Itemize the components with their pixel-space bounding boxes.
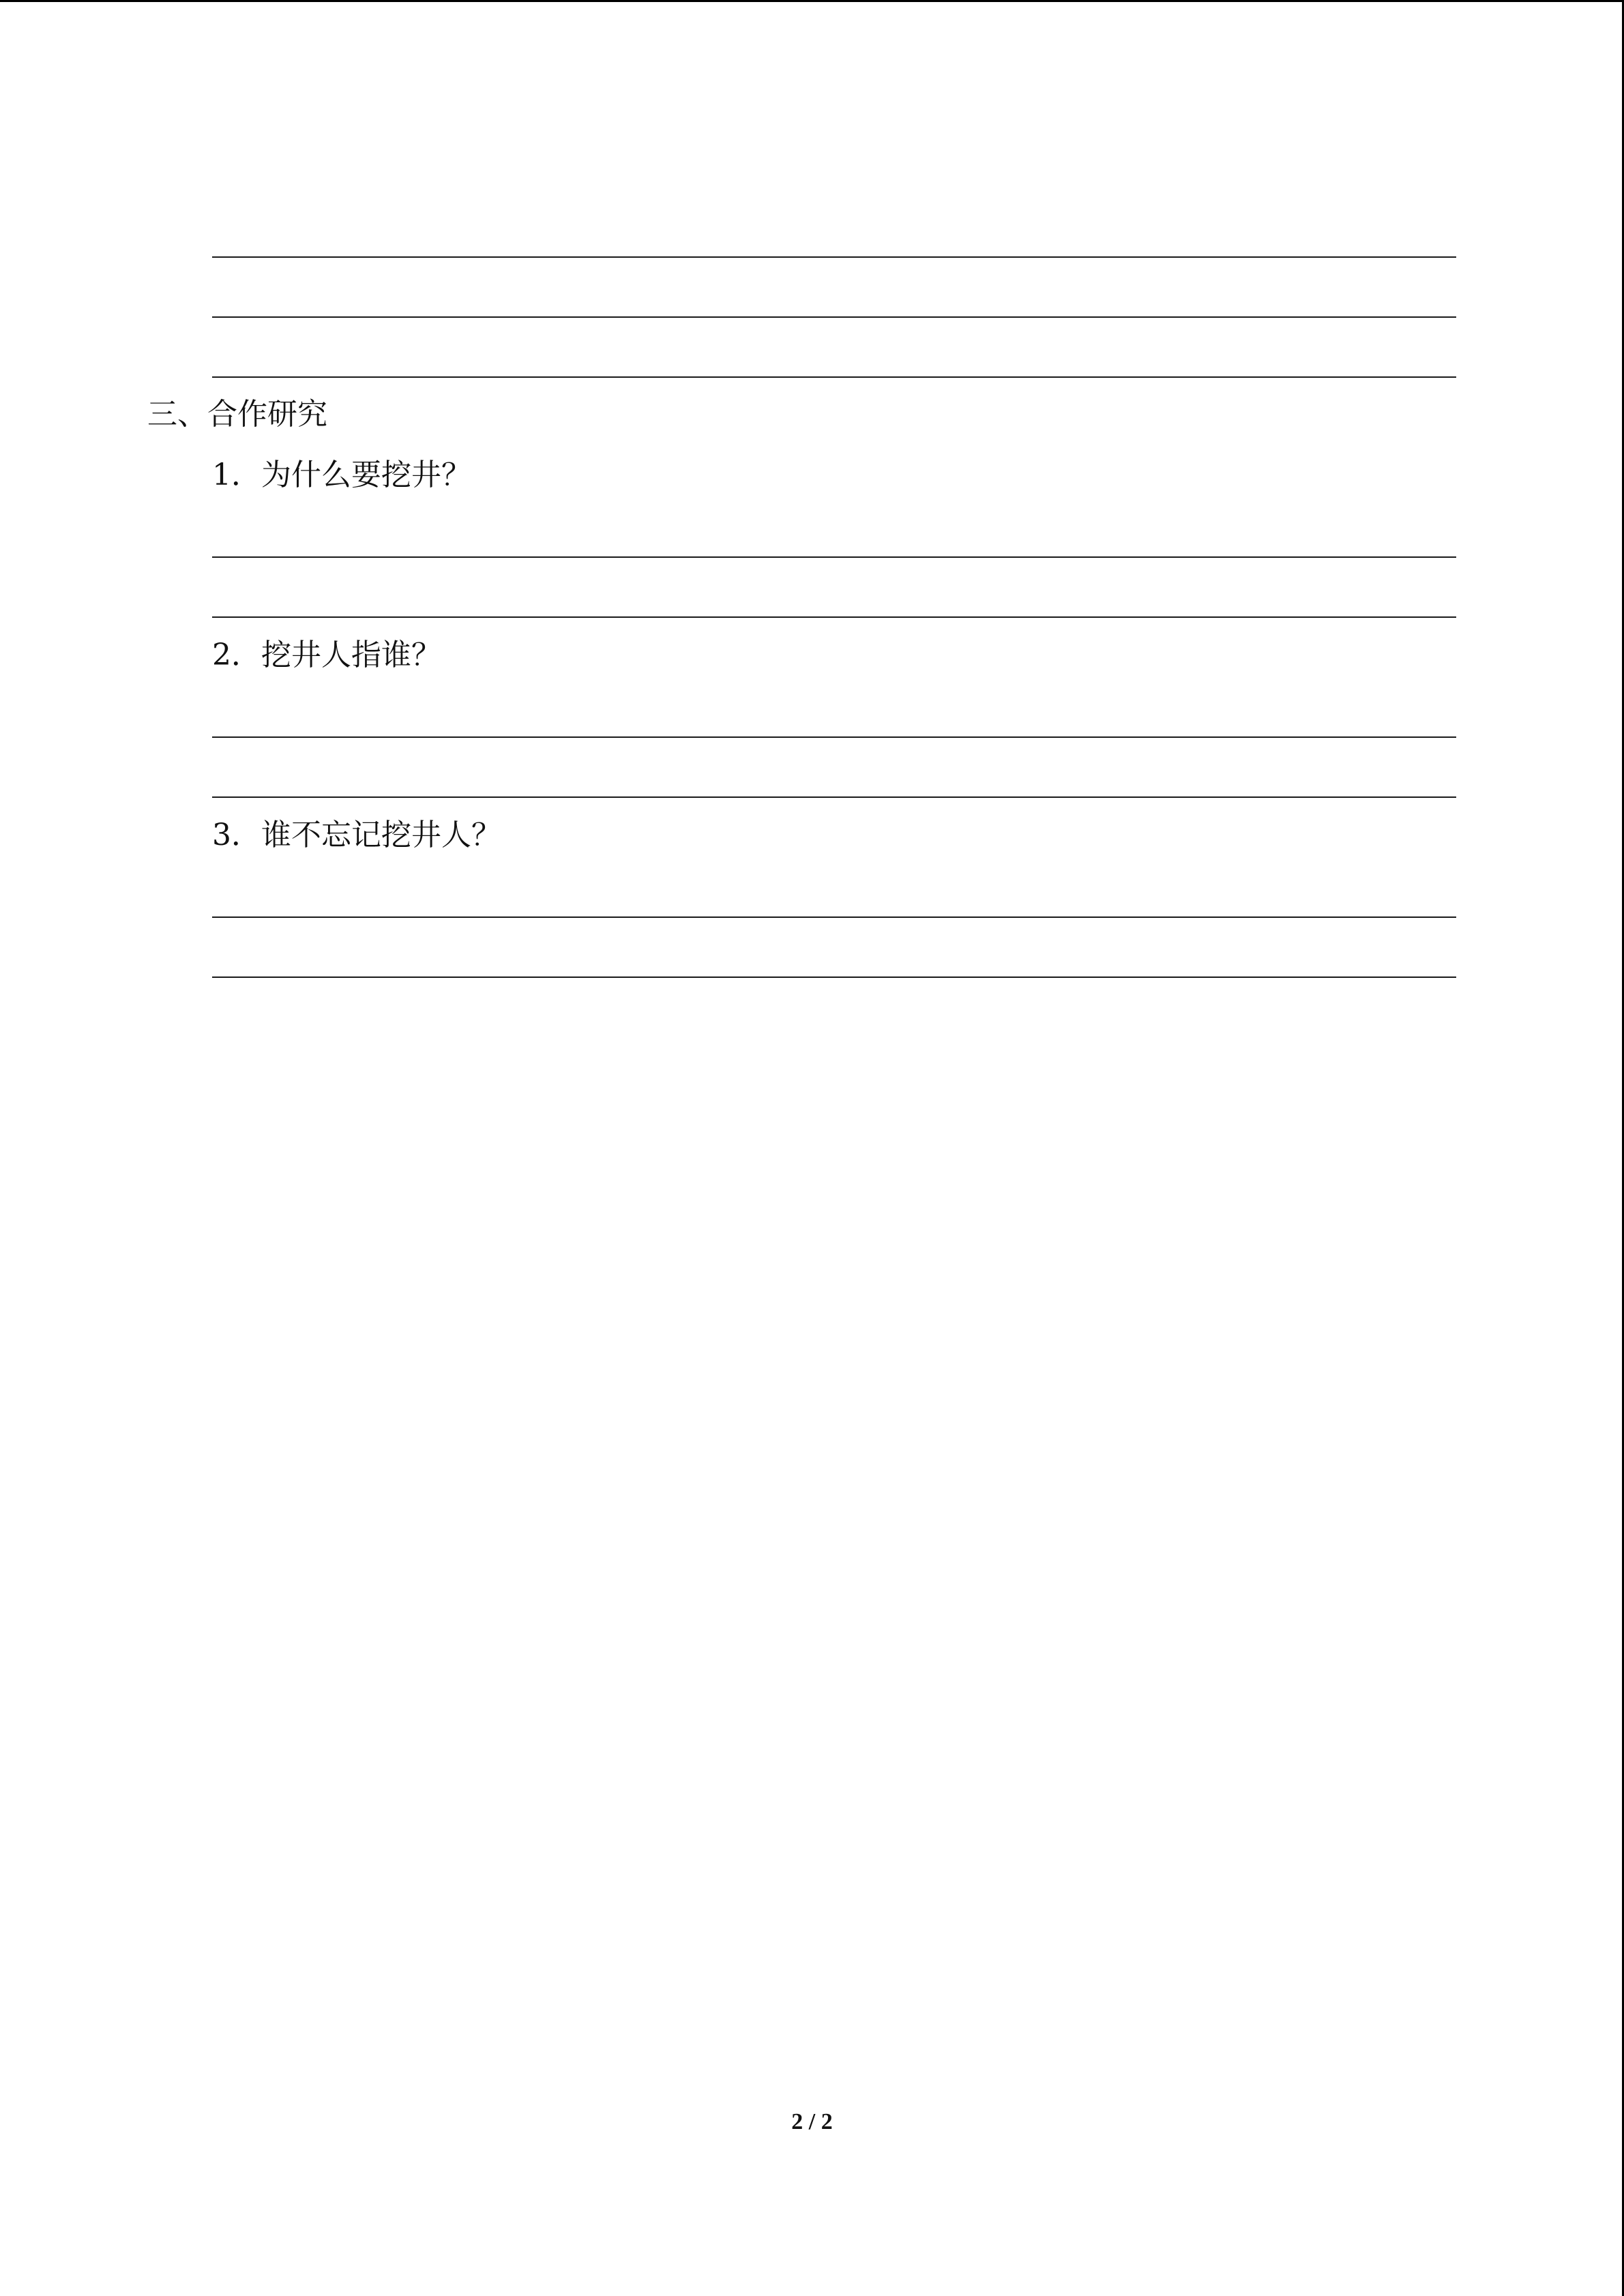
answer-line[interactable] [212, 976, 1456, 978]
answer-line[interactable] [212, 916, 1456, 918]
answer-line [212, 376, 1456, 378]
question-3: 3．谁不忘记挖井人？ [212, 818, 501, 852]
answer-line [212, 256, 1456, 258]
answer-line[interactable] [212, 796, 1456, 798]
answer-line [212, 316, 1456, 318]
question-2: 2．挖井人指谁？ [212, 638, 441, 672]
answer-line[interactable] [212, 556, 1456, 558]
answer-line[interactable] [212, 616, 1456, 618]
question-1: 1．为什么要挖井？ [212, 458, 471, 492]
page-number: 2 / 2 [791, 2109, 833, 2134]
answer-line[interactable] [212, 736, 1456, 738]
section-heading: 三、合作研究 [147, 397, 327, 432]
